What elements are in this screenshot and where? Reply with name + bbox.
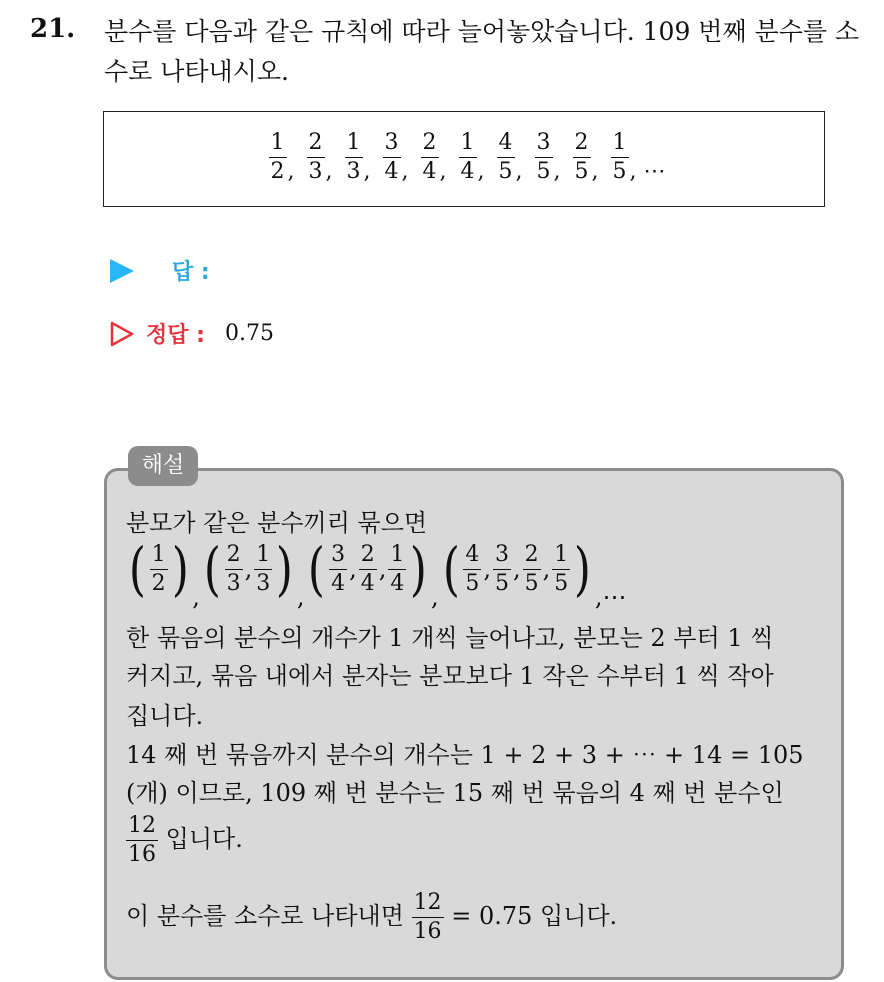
comma: ,	[192, 583, 200, 611]
numerator: 4	[465, 541, 480, 567]
comma: ,	[512, 555, 521, 583]
question-number: 21.	[30, 14, 76, 44]
sequence-fraction	[497, 132, 515, 183]
right-paren: )	[276, 535, 294, 603]
sequence-fraction	[307, 132, 325, 183]
solution-line-9-pre: 이 분수를 소수로 나타내면	[126, 902, 404, 930]
correct-answer-label: 정답 :	[146, 323, 205, 348]
numerator: 3	[494, 541, 509, 567]
sequence-fraction	[611, 132, 629, 183]
sequence-item	[459, 132, 485, 184]
sequence-ellipsis: ⋯	[643, 158, 666, 184]
denominator: 5	[554, 570, 569, 596]
sequence-fraction	[535, 132, 553, 183]
comma: ,	[363, 158, 371, 184]
comma: ,	[629, 158, 637, 184]
group-fraction	[225, 541, 243, 596]
denominator: 2	[270, 159, 285, 184]
comma: ,	[542, 555, 551, 583]
groups-ellipsis: ,⋯	[594, 583, 627, 611]
left-paren: (	[128, 535, 146, 603]
group-fraction	[329, 541, 347, 596]
numerator: 4	[498, 130, 513, 155]
group-fraction	[388, 541, 406, 596]
correct-answer-value: 0.75	[224, 321, 274, 346]
sequence-item	[383, 132, 409, 184]
denominator: 3	[256, 570, 271, 596]
fraction-group	[305, 535, 430, 603]
denominator: 5	[498, 159, 513, 184]
left-paren: (	[203, 535, 221, 603]
numerator: 3	[536, 130, 551, 155]
denominator: 4	[331, 570, 346, 596]
sequence-item	[269, 132, 295, 184]
right-paren: )	[574, 535, 592, 603]
denominator: 4	[422, 159, 437, 184]
denominator: 5	[524, 570, 539, 596]
group-fraction	[552, 541, 570, 596]
sequence-fraction	[421, 132, 439, 183]
solution-line-4: 커지고, 묶음 내에서 분자는 분모보다 1 작은 수부터 1 씩 작아	[126, 662, 774, 690]
comma: ,	[349, 555, 357, 583]
sequence-item	[345, 132, 371, 184]
denominator: 5	[465, 570, 480, 596]
fraction-group	[126, 535, 191, 603]
sequence-item	[307, 132, 333, 184]
solution-line-6: 14 째 번 묶음까지 분수의 개수는 1 + 2 + 3 + ⋯ + 14 = 105	[126, 741, 804, 769]
solution-line-9	[126, 892, 617, 943]
sequence-item	[573, 132, 599, 184]
denominator: 3	[308, 159, 323, 184]
comma: ,	[325, 158, 333, 184]
fraction-sequence	[104, 132, 824, 184]
denominator: 2	[151, 570, 166, 596]
denominator: 5	[574, 159, 589, 184]
comma: ,	[378, 555, 387, 583]
comma: ,	[439, 158, 447, 184]
sequence-box	[103, 111, 825, 207]
solution-line-1: 분모가 같은 분수끼리 묶으면	[126, 509, 428, 537]
sequence-fraction	[269, 132, 287, 183]
numerator: 1	[554, 541, 569, 567]
outline-triangle-icon	[110, 321, 134, 347]
sequence-item	[611, 132, 637, 184]
comma: ,	[244, 555, 253, 583]
numerator: 1	[612, 130, 627, 155]
numerator: 2	[226, 541, 241, 567]
sequence-item	[421, 132, 447, 184]
numerator: 2	[524, 541, 539, 567]
fraction-group	[201, 535, 296, 603]
comma: ,	[515, 158, 523, 184]
result-fraction-2: $\frac{12}{16}$	[413, 890, 442, 944]
solution-groups	[126, 535, 628, 611]
comma: ,	[483, 555, 491, 583]
solution-line-9-post: = 0.75 입니다.	[451, 902, 618, 930]
question-text: 분수를 다음과 같은 규칙에 따라 늘어놓았습니다. 109 번째 분수를 소수로 나타내시오.	[104, 17, 860, 86]
numerator: 1	[270, 130, 285, 155]
comma: ,	[553, 158, 561, 184]
right-paren: )	[171, 535, 189, 603]
denominator: 3	[346, 159, 361, 184]
solution-line-3: 한 묶음의 분수의 개수가 1 개씩 늘어나고, 분모는 2 부터 1 씩	[126, 624, 774, 652]
left-paren: (	[308, 535, 326, 603]
comma: ,	[401, 158, 409, 184]
group-fraction	[254, 541, 272, 596]
correct-answer-row	[110, 318, 274, 349]
numerator: 2	[360, 541, 375, 567]
fraction-group	[440, 535, 594, 603]
numerator: 1	[256, 541, 271, 567]
numerator: 1	[390, 541, 405, 567]
comma: ,	[287, 158, 295, 184]
numerator: 3	[331, 541, 346, 567]
left-paren: (	[442, 535, 460, 603]
denominator: 3	[226, 570, 241, 596]
numerator: 1	[151, 541, 166, 567]
denominator: 4	[384, 159, 399, 184]
group-fraction	[463, 541, 481, 596]
denominator: 5	[536, 159, 551, 184]
answer-row	[110, 255, 210, 286]
group-fraction	[359, 541, 377, 596]
sequence-fraction	[573, 132, 591, 183]
numerator: 3	[384, 130, 399, 155]
sequence-item	[535, 132, 561, 184]
right-paren: )	[410, 535, 428, 603]
denominator: 4	[460, 159, 475, 184]
sequence-fraction	[459, 132, 477, 183]
comma: ,	[591, 158, 599, 184]
denominator: 4	[360, 570, 375, 596]
sequence-fraction	[383, 132, 401, 183]
denominator: 5	[494, 570, 509, 596]
sequence-item	[497, 132, 523, 184]
comma: ,	[296, 583, 305, 611]
numerator: 2	[422, 130, 437, 155]
sequence-fraction	[345, 132, 363, 183]
group-fraction	[493, 541, 511, 596]
solution-line-7: (개) 이므로, 109 째 번 분수는 15 째 번 묶음의 4 째 번 분수인	[126, 779, 784, 807]
solution-line-5: 집니다.	[126, 702, 204, 730]
group-fraction	[523, 541, 541, 596]
result-fraction: $\frac{12}{16}$	[128, 813, 156, 867]
denominator: 4	[390, 570, 405, 596]
denominator: 5	[612, 159, 627, 184]
solution-line-8-text: 입니다.	[165, 825, 243, 853]
solution-line-8	[126, 815, 243, 866]
play-triangle-icon	[110, 259, 134, 283]
numerator: 1	[460, 130, 475, 155]
comma: ,	[431, 583, 439, 611]
numerator: 2	[574, 130, 589, 155]
answer-label: 답 :	[172, 260, 210, 285]
numerator: 1	[346, 130, 361, 155]
group-fraction	[150, 541, 168, 596]
numerator: 2	[308, 130, 323, 155]
solution-tab: 해설	[128, 446, 198, 486]
comma: ,	[477, 158, 485, 184]
